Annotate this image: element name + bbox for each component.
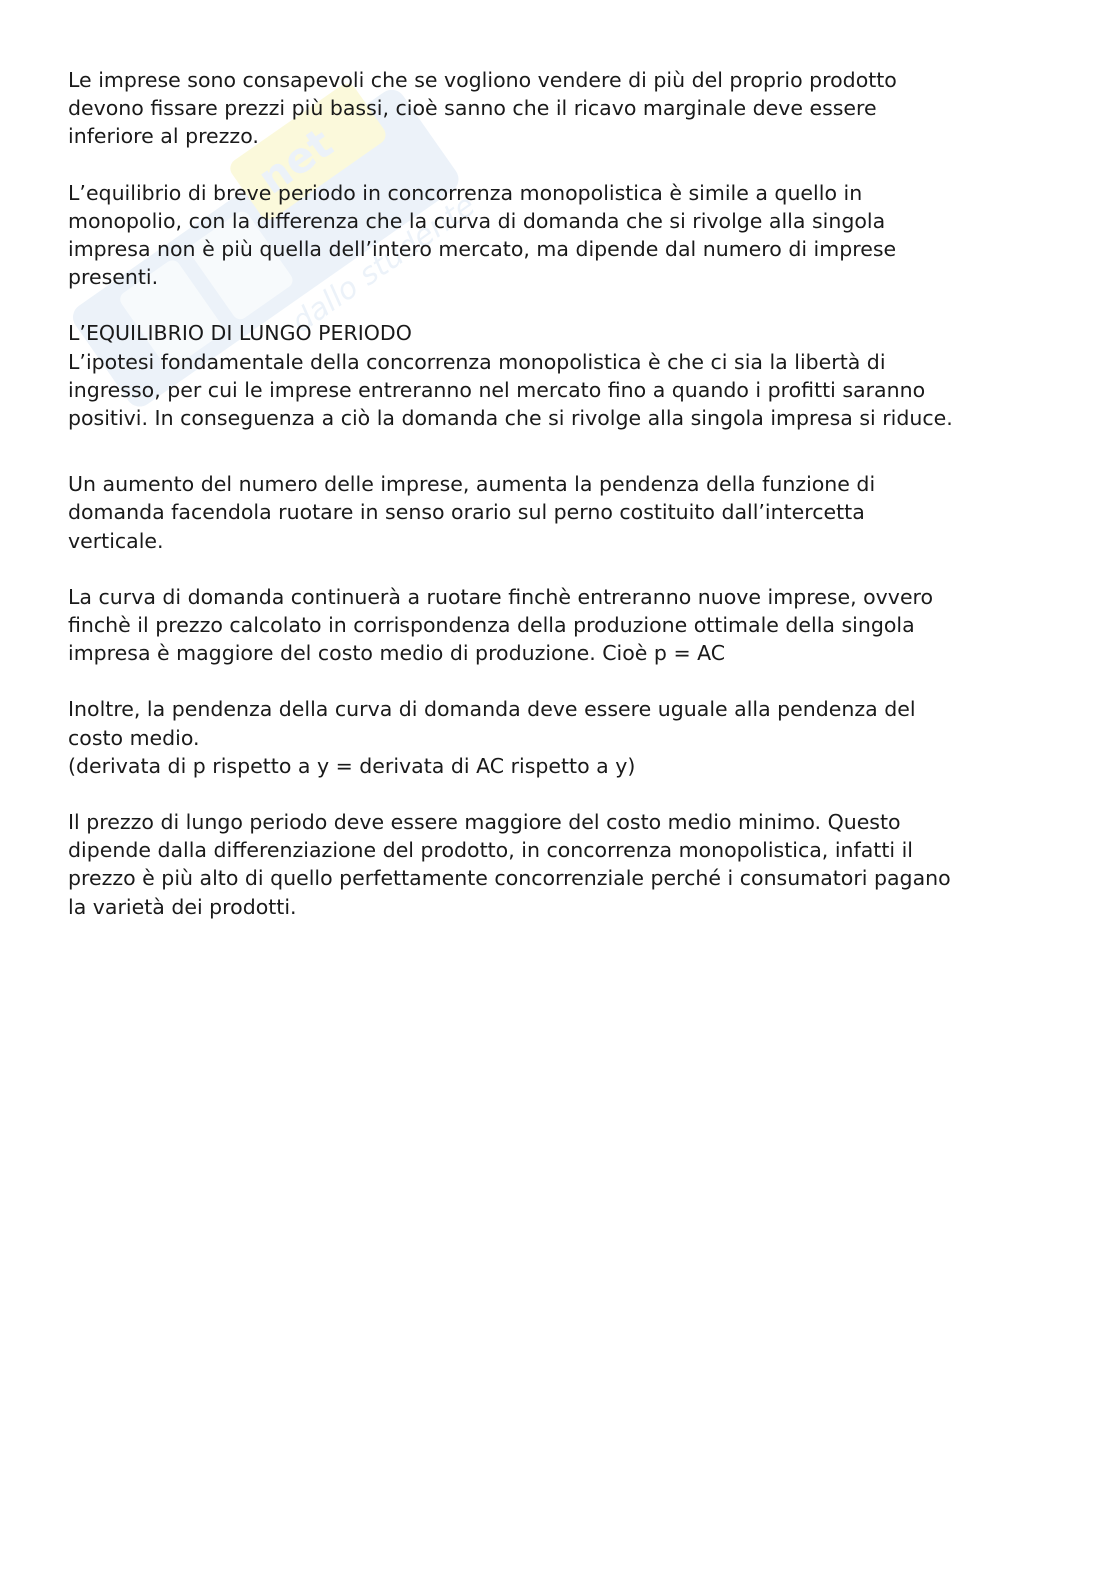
text-line: prezzo è più alto di quello perfettamente concorrenziale perché i consumatori pagano (68, 866, 951, 891)
document-body (68, 66, 1048, 921)
text-line: inferiore al prezzo. (68, 124, 259, 149)
text-line: Inoltre, la pendenza della curva di domanda deve essere uguale alla pendenza del (68, 697, 916, 722)
text-line: (derivata di p rispetto a y = derivata di AC rispetto a y) (68, 753, 636, 778)
text-line: presenti. (68, 265, 159, 290)
paragraph-long-run-equilibrium (68, 319, 1048, 432)
section-heading: L’EQUILIBRIO DI LUNGO PERIODO (68, 321, 412, 346)
text-line: monopolio, con la differenza che la curva di domanda che si rivolge alla singola (68, 208, 886, 233)
svg-text:dallo studente: dallo studente (285, 187, 482, 340)
text-line: positivi. In conseguenza a ciò la domanda che si rivolge alla singola impresa si riduce. (68, 406, 953, 431)
text-line: Le imprese sono consapevoli che se vogliono vendere di più del proprio prodotto (68, 68, 897, 92)
paragraph-short-run-equilibrium (68, 179, 1048, 292)
text-line: dipende dalla differenziazione del prodotto, in concorrenza monopolistica, infatti il (68, 838, 913, 863)
text-line: la varietà dei prodotti. (68, 894, 297, 919)
text-line: Il prezzo di lungo periodo deve essere maggiore del costo medio minimo. Questo (68, 810, 901, 835)
svg-text:net: net (249, 118, 342, 204)
paragraph-marginal-revenue (68, 66, 1048, 151)
text-line: domanda facendola ruotare in senso orario sul perno costituito dall’intercetta (68, 500, 865, 525)
text-line: L’ipotesi fondamentale della concorrenza monopolistica è che ci sia la libertà di (68, 349, 886, 374)
text-line: Un aumento del numero delle imprese, aumenta la pendenza della funzione di (68, 472, 876, 497)
paragraph-price-equals-ac (68, 583, 1048, 668)
paragraph-demand-rotation (68, 470, 1048, 555)
text-line: finchè il prezzo calcolato in corrispondenza della produzione ottimale della singola (68, 613, 915, 638)
paragraph-slope-condition (68, 695, 1048, 780)
paragraph-long-run-price (68, 808, 1048, 921)
text-line: impresa è maggiore del costo medio di produzione. Cioè p = AC (68, 641, 726, 666)
text-line: ingresso, per cui le imprese entreranno nel mercato fino a quando i profitti saranno (68, 377, 926, 402)
text-line: devono fissare prezzi più bassi, cioè sanno che il ricavo marginale deve essere (68, 96, 877, 121)
text-line: impresa non è più quella dell’intero mercato, ma dipende dal numero di imprese (68, 237, 897, 262)
text-line: verticale. (68, 528, 164, 553)
text-line: La curva di domanda continuerà a ruotare finchè entreranno nuove imprese, ovvero (68, 584, 934, 609)
text-line: L’equilibrio di breve periodo in concorrenza monopolistica è simile a quello in (68, 180, 863, 205)
text-line: costo medio. (68, 725, 200, 750)
